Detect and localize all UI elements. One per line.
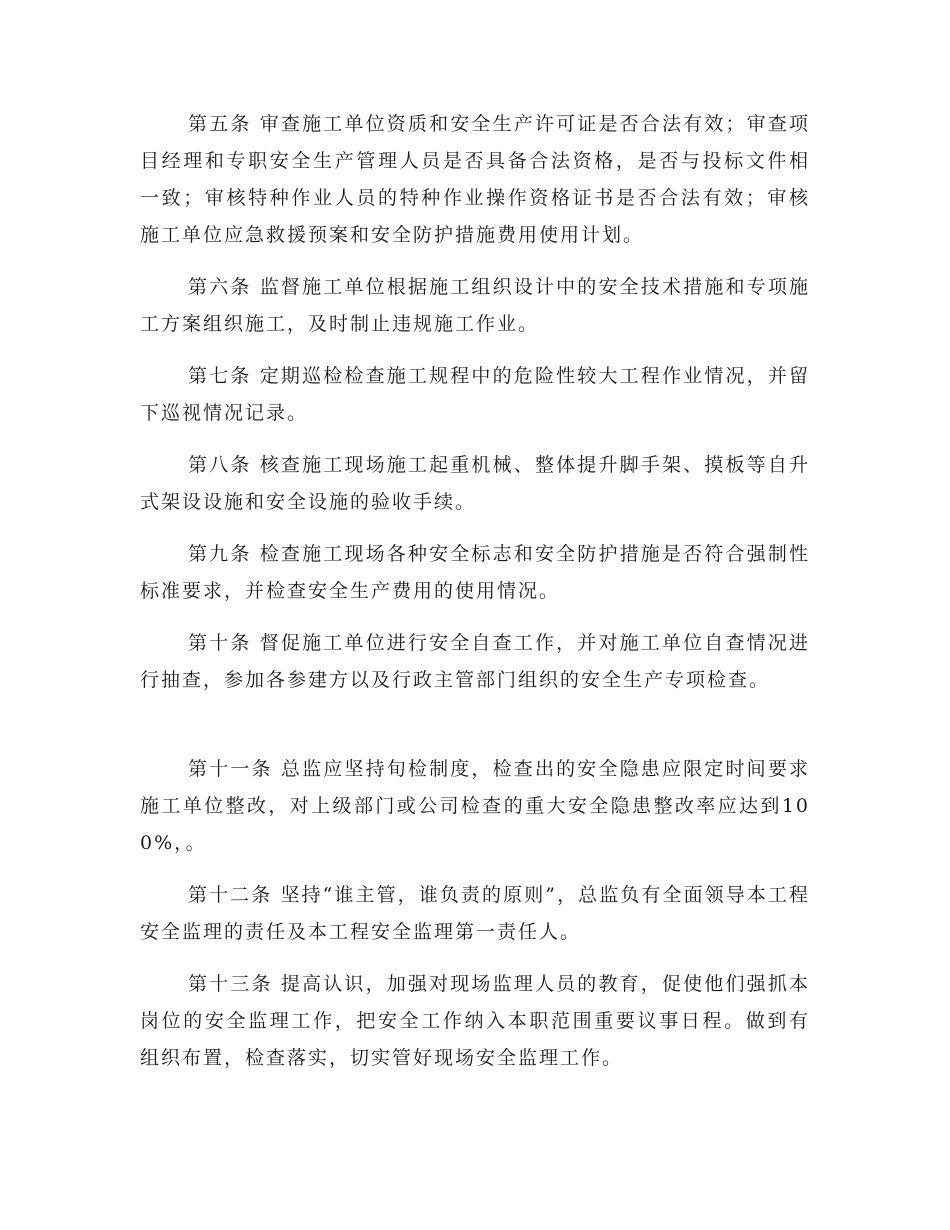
article-8-paragraph: 第八条 核查施工现场施工起重机械、整体提升脚手架、摸板等自升式架设设施和安全设施的验收手续。 xyxy=(140,454,810,513)
article-10-paragraph: 第十条 督促施工单位进行安全自查工作，并对施工单位自查情况进行抽查，参加各参建方以及行政主管部门组织的安全生产专项检查。 xyxy=(140,632,810,691)
article-11-paragraph: 第十一条 总监应坚持旬检制度，检查出的安全隐患应限定时间要求施工单位整改，对上级部门或公司检查的重大安全隐患整改率应达到100%，。 xyxy=(140,758,810,854)
article-13-paragraph: 第十三条 提高认识，加强对现场监理人员的教育，促使他们强抓本岗位的安全监理工作，把安全工作纳入本职范围重要议事日程。做到有组织布置，检查落实，切实管好现场安全监理工作。 xyxy=(140,973,810,1069)
article-12-paragraph: 第十二条 坚持“谁主管，谁负责的原则”，总监负有全面领导本工程安全监理的责任及本工程安全监理第一责任人。 xyxy=(140,884,810,943)
article-7-paragraph: 第七条 定期巡检检查施工规程中的危险性较大工程作业情况，并留下巡视情况记录。 xyxy=(140,365,810,424)
article-6-paragraph: 第六条 监督施工单位根据施工组织设计中的安全技术措施和专项施工方案组织施工，及时制止违规施工作业。 xyxy=(140,276,810,335)
article-9-paragraph: 第九条 检查施工现场各种安全标志和安全防护措施是否符合强制性标准要求，并检查安全生产费用的使用情况。 xyxy=(140,543,810,602)
article-5-paragraph: 第五条 审查施工单位资质和安全生产许可证是否合法有效；审查项目经理和专职安全生产管理人员是否具备合法资格，是否与投标文件相一致；审核特种作业人员的特种作业操作资格证书是否合法有效；审核施工单位应急救援预案和安全防护措施费用使用计划。 xyxy=(140,113,810,246)
